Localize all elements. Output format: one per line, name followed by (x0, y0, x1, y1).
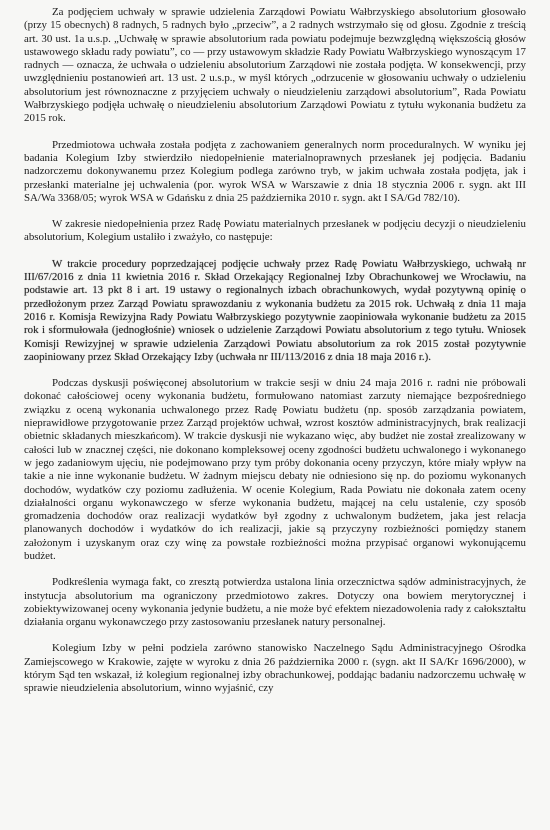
paragraph-court-position: Kolegium Izby w pełni podziela zarówno stanowisko Naczelnego Sądu Administracyjnego Ośrodka Zamiejscowego w Krakowie, zajęte w wyroku z dnia 26 października 2000 r. (sygn. akt II SA/Kr 1696/2000), w którym Sąd ten wskazał, iż kolegium regionalnej izby obrachunkowej, poddając badaniu nadzorczemu uchwałę w sprawie nieudzielenia absolutorium, winno wyjaśnić, czy (24, 642, 526, 695)
paragraph-findings-intro: W zakresie niedopełnienia przez Radę Powiatu materialnych przesłanek w podjęciu decyzji o nieudzieleniu absolutorium, Kolegium ustaliło i zważyło, co następuje: (24, 218, 526, 244)
paragraph-procedure-history: W trakcie procedury poprzedzającej podjęcie uchwały przez Radę Powiatu Wałbrzyskiego, uchwałą nr III/67/2016 z dnia 11 kwietnia 2016 r. Skład Orzekający Regionalnej Izby Obrachunkowej we Wrocławiu, na podstawie art. 13 pkt 8 i art. 19 ustawy o regionalnych izbach obrachunkowych, wydał pozytywną opinię o przedłożonym przez Zarząd Powiatu sprawozdaniu z wykonania budżetu za 2015 rok. Uchwałą z dnia 11 maja 2016 r. Komisja Rewizyjna Rady Powiatu Wałbrzyskiego pozytywnie zaopiniowała wykonanie budżetu za 2015 rok i sformułowała (jednogłośnie) wniosek o udzielenie Zarządowi Powiatu absolutorium z tego tytułu. Wniosek Komisji Rewizyjnej w sprawie udzielenia Zarządowi Powiatu absolutorium za rok 2015 został pozytywnie zaopiniowany przez Skład Orzekający Izby (uchwała nr III/113/2016 z dnia 18 maja 2016 r.). (24, 257, 526, 363)
paragraph-absolutorium-scope: Podkreślenia wymaga fakt, co zresztą potwierdza ustalona linia orzecznictwa sądów administracyjnych, że instytucja absolutorium ma ograniczony przedmiotowo zakres. Dotyczy ona bowiem merytorycznej i zobiektywizowanej oceny wykonania jedynie budżetu, a nie może być efektem niezadowolenia rady z całokształtu działania organu wykonawczego przy zastosowaniu przesłanek natury personalnej. (24, 576, 526, 629)
paragraph-procedural-norms: Przedmiotowa uchwała została podjęta z zachowaniem generalnych norm proceduralnych. W wyniku jej badania Kolegium Izby stwierdziło niedopełnienie materialnoprawnych przesłanek jej podjęcia. Badaniu nadzorczemu dokonywanemu przez Kolegium podlega zarówno tryb, w jakim uchwała została podjęta, jak i przesłanki materialne jej uchwalenia (por. wyrok WSA w Warszawie z dnia 18 stycznia 2006 r. sygn. akt III SA/Wa 3368/05; wyrok WSA w Gdańsku z dnia 25 października 2010 r. sygn. akt I SA/Gd 782/10). (24, 138, 526, 204)
paragraph-session-discussion: Podczas dyskusji poświęconej absolutorium w trakcie sesji w dniu 24 maja 2016 r. radni nie próbowali dokonać całościowej oceny wykonania budżetu, formułowano natomiast zarzuty niemające bezpośredniego związku z oceną wykonania uchwalonego przez Radę Powiatu budżetu (np. sposób zarządzania powiatem, nieprawidłowe przygotowanie przez Zarząd projektów uchwał, wzrost kosztów administracyjnych, brak realizacji obietnic składanych mieszkańcom). W trakcie dyskusji nie wykazano więc, aby budżet nie został zrealizowany w całości lub w znacznej części, nie dokonano kompleksowej oceny zgodności budżetu uchwalonego i wykonanego w jego zadaniowym ujęciu, nie podejmowano przy tym próby dokonania oceny przyczyn, które miały wpływ na takie a nie inne wykonanie budżetu. W żadnym miejscu debaty nie odniesiono się np. do poziomu wykonanych dochodów, wydatków czy poziomu zadłużenia. W ocenie Kolegium, Rada Powiatu nie dokonała zatem oceny działalności organu wykonawczego w sferze wykonania budżetu, mającej na celu ustalenie, czy sposób gromadzenia dochodów oraz realizacji wydatków był zgodny z uchwalonym budżetem, jaka jest relacja planowanych dochodów i wydatków do ich realizacji, jakie są przyczyny rozbieżności pomiędzy stanem założonym i uzyskanym oraz czy winę za powstałe rozbieżności można przypisać organowi wykonującemu budżet. (24, 377, 526, 562)
paragraph-vote-result: Za podjęciem uchwały w sprawie udzielenia Zarządowi Powiatu Wałbrzyskiego absolutorium głosowało (przy 15 obecnych) 8 radnych, 5 radnych było „przeciw”, a 2 radnych wstrzymało się od głosu. Zgodnie z treścią art. 30 ust. 1a u.s.p. „Uchwałę w sprawie absolutorium rada powiatu podejmuje bezwzględną większością głosów ustawowego składu rady powiatu”, co — przy ustawowym składzie Rady Powiatu Wałbrzyskiego wynoszącym 17 radnych — oznacza, że uchwała o udzieleniu absolutorium Zarządowi nie została podjęta. W konsekwencji, przy uwzględnieniu postanowień art. 13 ust. 2 u.s.p., w myśl których „odrzucenie w głosowaniu uchwały o udzieleniu absolutorium jest równoznaczne z przyjęciem uchwały o nieudzieleniu zarządowi absolutorium”, Rada Powiatu Wałbrzyskiego podjęła uchwałę o nieudzieleniu absolutorium Zarządowi Powiatu z tytułu wykonania budżetu za 2015 rok. (24, 6, 526, 125)
